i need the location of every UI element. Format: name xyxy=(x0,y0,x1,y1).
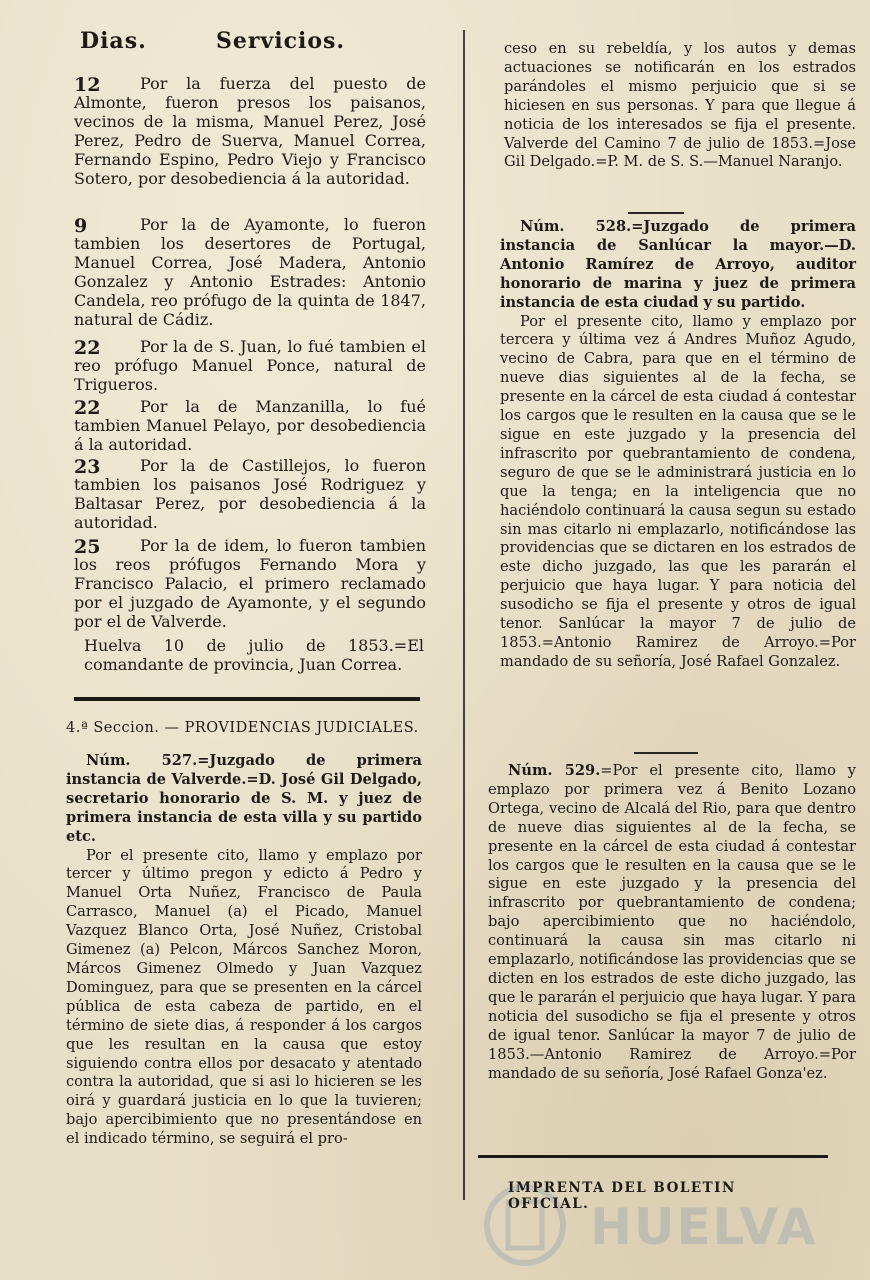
notice-intro: =Juzgado de primera instancia de Sanlúcar la mayor.—D. Antonio Ramírez de Arroyo, auditor honorario de marina y juez de primera instancia de esta ciudad y su partido. xyxy=(500,218,856,311)
service-entry xyxy=(74,536,426,631)
service-entry xyxy=(74,215,426,329)
entry-text: Por la fuerza del puesto de Almonte, fueron presos los paisanos, vecinos de la misma, Manuel Perez, José Perez, Pedro de Suerva, Manuel Correa, Fernando Espino, Pedro Viejo y Francisco Sotero, por desobediencia á la autoridad. xyxy=(74,74,426,188)
entry-day: 22 xyxy=(74,337,101,359)
footer-rule xyxy=(478,1155,828,1158)
service-entry xyxy=(74,397,426,454)
notice-number: Núm. 527. xyxy=(86,752,198,769)
notice-intro: =Juzgado de primera instancia de Valverde.=D. José Gil Delgado, secretario honorario de S. M. y juez de primera instancia de esta villa y su partido etc. xyxy=(66,752,422,845)
notice-body: =Por el presente cito, llamo y emplazo por primera vez á Benito Lozano Ortega, vecino de Alcalá del Rio, para que dentro de nueve dias siguientes al de la fecha, se presente en la cárcel de esta ciudad á contestar los cargos que le resulten en la causa que se le sigue en este juzgado y la presencia del infrascrito por quebrantamiento de condena; bajo apercibimiento que no haciéndolo, continuará la causa sin mas citarlo ni emplazarlo, notificándose las providencias que se dicten en los estrados de este dicho juzgado, las que le pararán el perjuicio que haya lugar. Y para noticia del susodicho se fija el presente y otros de igual tenor. Sanlúcar la mayor 7 de julio de 1853.—Antonio Ramirez de Arroyo.=Por mandado de su señoría, José Rafael Gonza'ez. xyxy=(488,762,856,1082)
entry-day: 9 xyxy=(74,215,88,237)
continuation-text: ceso en su rebeldía, y los autos y demas actuaciones se notificarán en los estrados parándoles el mismo perjuicio que si se hiciesen en sus personas. Y para que llegue á noticia de los interesados se fija el presente. Valverde del Camino 7 de julio de 1853.=Jose Gil Delgado.=P. M. de S. S.—Manuel Naranjo. xyxy=(504,40,856,171)
notice-527-continuation xyxy=(504,40,856,172)
notice-body: Por el presente cito, llamo y emplazo por tercer y último pregon y edicto á Pedro y Manuel Orta Nuñez, Francisco de Paula Carrasco, Manuel (a) el Picado, Manuel Vazquez Blanco Orta, José Nuñez, Cristobal Gimenez (a) Pelcon, Márcos Sanchez Moron, Márcos Gimenez Olmedo y Juan Vazquez Dominguez, para que se presenten en la cárcel pública de esta cabeza de partido, en el término de siete dias, á responder á los cargos que les resultan en la causa que estoy siguiendo contra ellos por desacato y atentado contra la autoridad, que si asi lo hicieren se les oirá y guardará justicia en lo que la tuvieren; bajo apercibimiento que no presentándose en el indicado término, se seguirá el pro- xyxy=(66,846,422,1148)
entry-day: 25 xyxy=(74,536,101,558)
notice-number: Núm. 529. xyxy=(508,762,601,779)
watermark-text: HUELVA xyxy=(590,1198,818,1256)
entry-day: 23 xyxy=(74,456,101,478)
notice-528 xyxy=(500,218,856,672)
short-divider xyxy=(628,212,684,214)
section-rule xyxy=(74,697,420,701)
entry-text: Por la de idem, lo fueron tambien los reos prófugos Fernando Mora y Francisco Palacio, el primero reclamado por el juzgado de Ayamonte, y el segundo por el de Valverde. xyxy=(74,536,426,631)
section-title: 4.ª Seccion. — PROVIDENCIAS JUDICIALES. xyxy=(66,720,419,736)
imprenta-footer: IMPRENTA DEL BOLETIN OFICIAL. xyxy=(508,1180,736,1212)
entry-text: Por la de S. Juan, lo fué tambien el reo prófugo Manuel Ponce, natural de Trigueros. xyxy=(74,337,426,394)
entry-day: 12 xyxy=(74,74,101,96)
notice-529 xyxy=(488,762,856,1083)
signature-text: Huelva 10 de julio de 1853.=El comandante de provincia, Juan Correa. xyxy=(84,636,424,674)
header-dias: Dias. xyxy=(80,28,147,54)
column-divider xyxy=(463,30,465,1200)
notice-number: Núm. 528. xyxy=(520,218,632,235)
entry-day: 22 xyxy=(74,397,101,419)
notice-527 xyxy=(66,752,422,1149)
left-signature xyxy=(84,636,424,674)
service-entry xyxy=(74,337,426,394)
short-divider xyxy=(634,752,698,754)
service-entry xyxy=(74,456,426,532)
header-servicios: Servicios. xyxy=(216,28,346,54)
entry-text: Por la de Castillejos, lo fueron tambien los paisanos José Rodriguez y Baltasar Perez, por desobediencia á la autoridad. xyxy=(74,456,426,532)
column-header xyxy=(78,28,438,64)
service-entry xyxy=(74,74,426,188)
notice-body: Por el presente cito, llamo y emplazo por tercera y última vez á Andres Muñoz Agudo, vecino de Cabra, para que en el término de nueve dias siguientes al de la fecha, se presente en la cárcel de esta ciudad á contestar los cargos que le resulten en la causa que se le sigue en este juzgado y la presencia del infrascrito por quebrantamiento de condena, seguro de que se le administrará justicia en lo que la tenga; en la inteligencia que no haciéndolo continuará la causa segun su estado sin mas citarlo ni emplazarlo, notificándose las providencias que se dictaren en los estrados de este dicho juzgado, las que les pararán el perjuicio que haya lugar. Y para noticia del susodicho se fija el presente y otros de igual tenor. Sanlúcar la mayor 7 de julio de 1853.=Antonio Ramirez de Arroyo.=Por mandado de su señoría, José Rafael Gonzalez. xyxy=(500,312,856,670)
entry-text: Por la de Ayamonte, lo fueron tambien los desertores de Portugal, Manuel Correa, José Madera, Antonio Gonzalez y Antonio Estrades: Antonio Candela, reo prófugo de la quinta de 1847, natural de Cádiz. xyxy=(74,215,426,329)
entry-text: Por la de Manzanilla, lo fué tambien Manuel Pelayo, por desobediencia á la autoridad. xyxy=(74,397,426,454)
